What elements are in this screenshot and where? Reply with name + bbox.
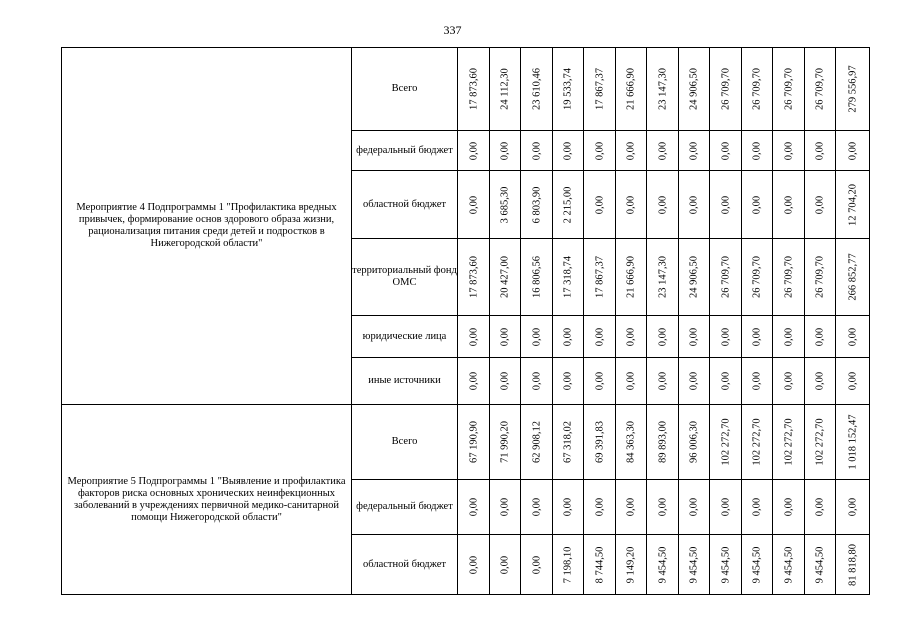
value-cell <box>773 358 805 405</box>
value-text: 16 806,56 <box>531 256 542 298</box>
value-text: 9 454,50 <box>751 546 763 583</box>
value-text: 0,00 <box>531 141 542 160</box>
value-text: 0,00 <box>531 371 542 391</box>
value-text: 0,00 <box>847 497 858 517</box>
value-cell <box>458 535 490 595</box>
total-cell <box>836 535 870 595</box>
value-text: 19 533,74 <box>562 68 574 110</box>
value-text: 26 709,70 <box>814 68 826 110</box>
value-text: 0,00 <box>562 141 574 160</box>
value-text: 266 852,77 <box>847 253 858 301</box>
activity-title: Мероприятие 5 Подпрограммы 1 "Выявление и профилактика факторов риска основных хронических неинфекционных заболеваний в учреждениях первичной медико-санитарной помощи Нижегородской области" <box>62 405 352 595</box>
value-cell <box>773 131 805 171</box>
value-cell <box>805 239 836 316</box>
value-text: 23 147,30 <box>657 256 668 298</box>
value-text: 26 709,70 <box>751 256 763 298</box>
total-cell <box>836 171 870 239</box>
value-cell <box>679 239 710 316</box>
value-cell <box>710 405 742 480</box>
value-cell <box>742 239 773 316</box>
value-cell <box>458 405 490 480</box>
value-text: 0,00 <box>499 497 511 517</box>
value-text: 2 215,00 <box>562 186 574 223</box>
value-cell <box>458 171 490 239</box>
value-text: 84 363,30 <box>625 421 637 463</box>
value-cell <box>584 239 616 316</box>
value-cell <box>710 131 742 171</box>
value-cell <box>490 239 521 316</box>
funding-source: областной бюджет <box>352 171 458 239</box>
value-text: 0,00 <box>499 327 511 346</box>
value-text: 0,00 <box>751 195 763 214</box>
funding-source: Всего <box>352 48 458 131</box>
value-text: 0,00 <box>783 195 794 214</box>
value-text: 0,00 <box>499 555 511 574</box>
value-text: 0,00 <box>625 371 637 391</box>
value-text: 0,00 <box>468 555 479 574</box>
value-text: 0,00 <box>499 141 511 160</box>
value-text: 0,00 <box>720 497 731 517</box>
value-cell <box>521 480 553 535</box>
value-text: 0,00 <box>531 327 542 346</box>
value-text: 8 744,50 <box>594 546 605 583</box>
value-text: 0,00 <box>814 141 826 160</box>
value-cell <box>553 171 584 239</box>
value-cell <box>679 171 710 239</box>
value-text: 26 709,70 <box>783 68 794 110</box>
value-cell <box>679 358 710 405</box>
value-cell <box>458 48 490 131</box>
value-cell <box>458 239 490 316</box>
value-cell <box>710 316 742 358</box>
value-cell <box>490 358 521 405</box>
value-cell <box>710 358 742 405</box>
value-text: 0,00 <box>720 371 731 391</box>
value-text: 0,00 <box>847 327 858 346</box>
value-cell <box>616 171 647 239</box>
value-text: 0,00 <box>688 327 700 346</box>
value-cell <box>490 48 521 131</box>
value-cell <box>521 316 553 358</box>
value-text: 0,00 <box>751 141 763 160</box>
total-cell <box>836 131 870 171</box>
value-text: 0,00 <box>468 327 479 346</box>
value-text: 0,00 <box>657 141 668 160</box>
value-text: 0,00 <box>594 497 605 517</box>
value-text: 9 454,50 <box>720 546 731 583</box>
value-cell <box>805 48 836 131</box>
value-cell <box>521 131 553 171</box>
total-cell <box>836 405 870 480</box>
funding-source: территориальный фонд ОМС <box>352 239 458 316</box>
value-text: 17 867,37 <box>594 256 605 298</box>
value-cell <box>647 48 679 131</box>
value-cell <box>742 48 773 131</box>
value-cell <box>647 171 679 239</box>
value-text: 24 112,30 <box>499 68 511 110</box>
value-text: 21 666,90 <box>625 256 637 298</box>
value-cell <box>679 480 710 535</box>
value-text: 23 610,46 <box>531 68 542 110</box>
page-number: 337 <box>443 23 462 37</box>
value-text: 81 818,80 <box>847 543 858 586</box>
value-cell <box>490 405 521 480</box>
value-text: 67 318,02 <box>562 421 574 463</box>
value-cell <box>616 316 647 358</box>
value-cell <box>710 239 742 316</box>
value-text: 26 709,70 <box>783 256 794 298</box>
value-cell <box>584 171 616 239</box>
value-cell <box>679 535 710 595</box>
funding-source: юридические лица <box>352 316 458 358</box>
value-text: 6 803,90 <box>531 186 542 223</box>
value-cell <box>584 358 616 405</box>
value-text: 96 006,30 <box>688 421 700 463</box>
value-cell <box>458 316 490 358</box>
value-cell <box>710 48 742 131</box>
value-cell <box>773 535 805 595</box>
value-text: 0,00 <box>625 195 637 214</box>
value-cell <box>647 480 679 535</box>
value-cell <box>553 239 584 316</box>
value-cell <box>521 239 553 316</box>
value-text: 17 873,60 <box>468 256 479 298</box>
value-text: 0,00 <box>562 371 574 391</box>
value-cell <box>710 535 742 595</box>
value-text: 0,00 <box>688 371 700 391</box>
value-cell <box>584 480 616 535</box>
total-cell <box>836 480 870 535</box>
value-cell <box>647 239 679 316</box>
value-text: 0,00 <box>594 195 605 214</box>
value-text: 17 867,37 <box>594 68 605 110</box>
value-cell <box>553 48 584 131</box>
value-text: 89 893,00 <box>657 421 668 463</box>
value-cell <box>773 316 805 358</box>
value-text: 0,00 <box>720 195 731 214</box>
value-text: 0,00 <box>783 497 794 517</box>
value-cell <box>773 239 805 316</box>
value-cell <box>553 131 584 171</box>
value-text: 0,00 <box>594 371 605 391</box>
value-text: 0,00 <box>720 327 731 346</box>
table-row <box>62 48 870 131</box>
value-cell <box>521 405 553 480</box>
value-cell <box>490 480 521 535</box>
value-text: 102 272,70 <box>783 418 794 466</box>
value-text: 0,00 <box>688 141 700 160</box>
value-text: 0,00 <box>751 327 763 346</box>
value-text: 0,00 <box>657 327 668 346</box>
value-text: 0,00 <box>657 497 668 517</box>
value-text: 21 666,90 <box>625 68 637 110</box>
value-text: 7 198,10 <box>562 546 574 583</box>
total-cell <box>836 358 870 405</box>
value-cell <box>805 480 836 535</box>
value-cell <box>490 171 521 239</box>
value-cell <box>773 480 805 535</box>
value-cell <box>584 405 616 480</box>
funding-source: федеральный бюджет <box>352 480 458 535</box>
funding-source: областной бюджет <box>352 535 458 595</box>
value-cell <box>553 535 584 595</box>
value-text: 102 272,70 <box>751 418 763 466</box>
value-text: 0,00 <box>594 327 605 346</box>
value-text: 0,00 <box>814 497 826 517</box>
value-cell <box>742 535 773 595</box>
value-text: 0,00 <box>783 371 794 391</box>
value-text: 0,00 <box>562 497 574 517</box>
value-text: 9 149,20 <box>625 546 637 583</box>
value-text: 102 272,70 <box>720 418 731 466</box>
value-cell <box>616 48 647 131</box>
value-cell <box>553 358 584 405</box>
value-cell <box>742 405 773 480</box>
value-cell <box>679 405 710 480</box>
value-cell <box>742 131 773 171</box>
value-cell <box>521 48 553 131</box>
value-cell <box>616 131 647 171</box>
value-text: 0,00 <box>531 555 542 574</box>
value-text: 0,00 <box>625 497 637 517</box>
value-cell <box>805 171 836 239</box>
value-cell <box>647 358 679 405</box>
value-cell <box>647 131 679 171</box>
value-text: 0,00 <box>468 195 479 214</box>
value-cell <box>616 358 647 405</box>
activity-title: Мероприятие 4 Подпрограммы 1 "Профилактика вредных привычек, формирование основ здорового образа жизни, рационализация питания среди детей и подростков в Нижегородской области" <box>62 48 352 405</box>
value-cell <box>773 405 805 480</box>
value-text: 12 704,20 <box>847 183 858 226</box>
value-text: 26 709,70 <box>720 256 731 298</box>
total-cell <box>836 316 870 358</box>
value-cell <box>616 405 647 480</box>
value-text: 0,00 <box>657 195 668 214</box>
value-text: 0,00 <box>783 141 794 160</box>
value-text: 3 685,30 <box>499 186 511 223</box>
value-cell <box>742 358 773 405</box>
value-cell <box>521 171 553 239</box>
value-cell <box>805 316 836 358</box>
value-cell <box>616 535 647 595</box>
value-cell <box>584 535 616 595</box>
value-cell <box>458 131 490 171</box>
value-text: 0,00 <box>468 371 479 391</box>
value-text: 279 556,97 <box>847 65 858 113</box>
value-text: 0,00 <box>657 371 668 391</box>
value-text: 26 709,70 <box>720 68 731 110</box>
value-cell <box>805 405 836 480</box>
value-cell <box>679 48 710 131</box>
value-text: 9 454,50 <box>814 546 826 583</box>
funding-source: федеральный бюджет <box>352 131 458 171</box>
value-text: 0,00 <box>594 141 605 160</box>
value-cell <box>647 535 679 595</box>
value-text: 17 318,74 <box>562 256 574 298</box>
value-cell <box>805 131 836 171</box>
value-text: 0,00 <box>688 497 700 517</box>
value-cell <box>553 405 584 480</box>
value-cell <box>584 316 616 358</box>
value-cell <box>710 480 742 535</box>
table-row <box>62 405 870 480</box>
value-text: 0,00 <box>625 327 637 346</box>
value-text: 0,00 <box>688 195 700 214</box>
value-cell <box>742 480 773 535</box>
value-cell <box>773 171 805 239</box>
value-text: 26 709,70 <box>814 256 826 298</box>
value-cell <box>710 171 742 239</box>
value-text: 9 454,50 <box>783 546 794 583</box>
value-text: 67 190,90 <box>468 421 479 463</box>
value-text: 0,00 <box>720 141 731 160</box>
value-cell <box>805 358 836 405</box>
value-cell <box>553 316 584 358</box>
value-text: 1 018 152,47 <box>847 414 858 470</box>
value-cell <box>490 316 521 358</box>
value-cell <box>742 171 773 239</box>
value-cell <box>553 480 584 535</box>
value-cell <box>647 405 679 480</box>
value-text: 24 906,50 <box>688 68 700 110</box>
value-text: 69 391,83 <box>594 421 605 463</box>
value-text: 23 147,30 <box>657 68 668 110</box>
value-text: 0,00 <box>847 141 858 160</box>
value-text: 0,00 <box>814 195 826 214</box>
value-cell <box>490 535 521 595</box>
value-text: 0,00 <box>468 497 479 517</box>
value-text: 102 272,70 <box>814 418 826 466</box>
value-text: 0,00 <box>499 371 511 391</box>
value-text: 26 709,70 <box>751 68 763 110</box>
total-cell <box>836 48 870 131</box>
value-cell <box>616 480 647 535</box>
value-text: 20 427,00 <box>499 256 511 298</box>
value-cell <box>458 358 490 405</box>
value-text: 17 873,60 <box>468 68 479 110</box>
financing-table <box>61 47 870 595</box>
value-cell <box>647 316 679 358</box>
value-cell <box>584 48 616 131</box>
value-text: 0,00 <box>625 141 637 160</box>
value-text: 0,00 <box>468 141 479 160</box>
value-cell <box>679 316 710 358</box>
value-cell <box>742 316 773 358</box>
value-cell <box>521 535 553 595</box>
value-cell <box>805 535 836 595</box>
value-text: 24 906,50 <box>688 256 700 298</box>
total-cell <box>836 239 870 316</box>
value-text: 0,00 <box>783 327 794 346</box>
funding-source: Всего <box>352 405 458 480</box>
value-cell <box>584 131 616 171</box>
value-text: 0,00 <box>814 371 826 391</box>
value-cell <box>616 239 647 316</box>
value-cell <box>521 358 553 405</box>
value-text: 0,00 <box>751 371 763 391</box>
value-text: 0,00 <box>847 371 858 391</box>
value-cell <box>773 48 805 131</box>
value-cell <box>679 131 710 171</box>
value-text: 0,00 <box>814 327 826 346</box>
value-text: 0,00 <box>531 497 542 517</box>
value-cell <box>490 131 521 171</box>
value-text: 0,00 <box>562 327 574 346</box>
value-text: 0,00 <box>751 497 763 517</box>
value-text: 9 454,50 <box>688 546 700 583</box>
value-text: 71 990,20 <box>499 421 511 463</box>
value-text: 9 454,50 <box>657 546 668 583</box>
funding-source: иные источники <box>352 358 458 405</box>
value-text: 62 908,12 <box>531 421 542 463</box>
value-cell <box>458 480 490 535</box>
